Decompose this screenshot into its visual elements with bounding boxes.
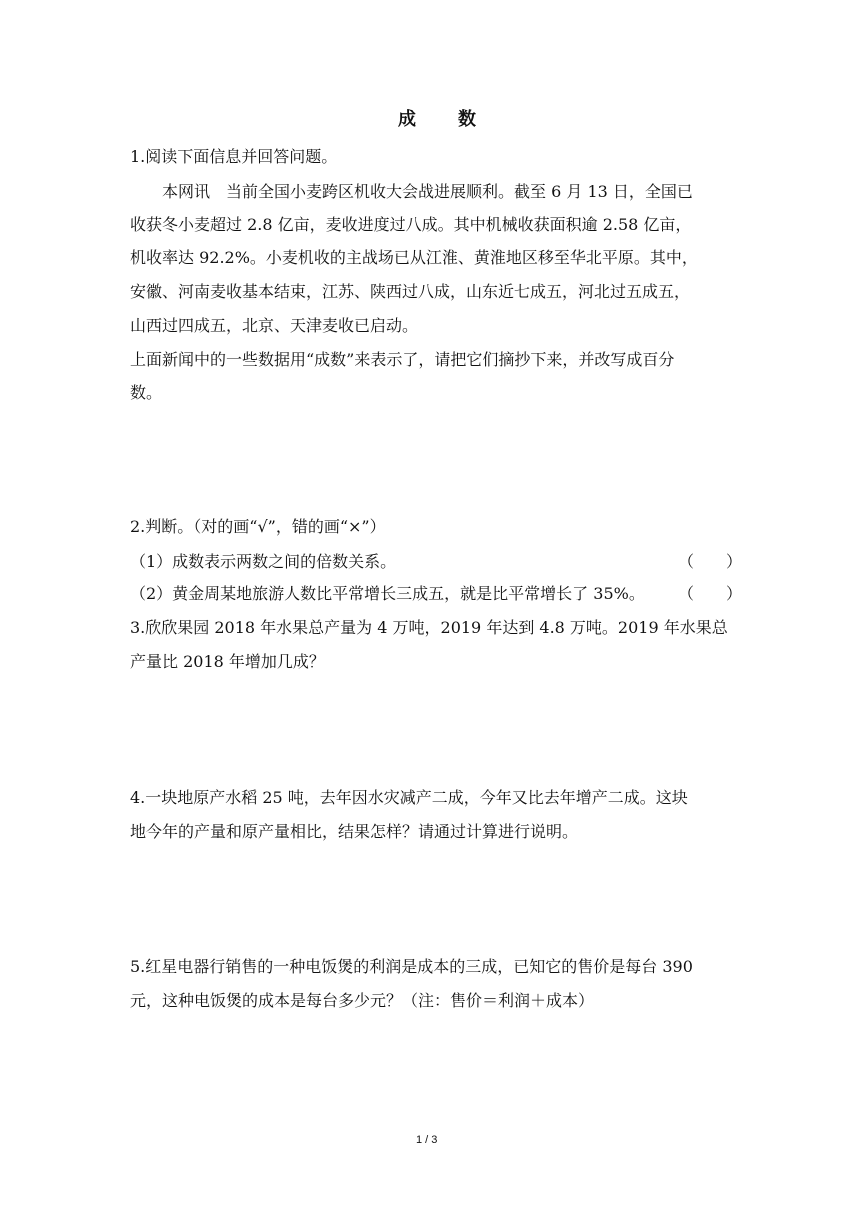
q2-item-2: （2）黄金周某地旅游人数比平常增长三成五，就是比平常增长了 35%。 (130, 584, 645, 603)
q1-line: 机收率达 92.2%。小麦机收的主战场已从江淮、黄淮地区移至华北平原。其中， (130, 248, 698, 267)
q2-item-1: （1）成数表示两数之间的倍数关系。 (130, 552, 397, 571)
q2-heading: 2.判断。（对的画“√”，错的画“×”） (130, 517, 386, 536)
q3-line: 产量比 2018 年增加几成？ (130, 652, 325, 671)
q1-heading: 1.阅读下面信息并回答问题。 (130, 147, 338, 166)
q1-line: 收获冬小麦超过 2.8 亿亩，麦收进度过八成。其中机械收获面积逾 2.58 亿亩， (130, 215, 692, 234)
answer-bracket-2: （ ） (678, 584, 743, 603)
page-number: 1 / 3 (416, 1134, 438, 1146)
q1-question: 上面新闻中的一些数据用“成数”来表示了，请把它们摘抄下来，并改写成百分 (130, 350, 675, 369)
q4-line: 4.一块地原产水稻 25 吨，去年因水灾减产二成，今年又比去年增产二成。这块 (130, 788, 688, 807)
q4-line: 地今年的产量和原产量相比，结果怎样？请通过计算进行说明。 (130, 822, 579, 841)
q3-line: 3.欣欣果园 2018 年水果总产量为 4 万吨，2019 年达到 4.8 万吨。2019 年水果总 (130, 618, 728, 637)
answer-bracket-1: （ ） (678, 552, 743, 571)
q1-question: 数。 (130, 383, 163, 402)
q1-line: 安徽、河南麦收基本结束，江苏、陕西过八成，山东近七成五，河北过五成五， (130, 282, 691, 301)
q1-line: 本网讯 当前全国小麦跨区机收大会战进展顺利。截至 6 月 13 日，全国已 (162, 182, 693, 201)
q5-line: 元，这种电饭煲的成本是每台多少元？（注：售价＝利润＋成本） (130, 991, 595, 1010)
q5-line: 5.红星电器行销售的一种电饭煲的利润是成本的三成，已知它的售价是每台 390 (130, 957, 693, 976)
q1-line: 山西过四成五，北京、天津麦收已启动。 (130, 316, 419, 335)
page-title: 成 数 (398, 109, 478, 130)
